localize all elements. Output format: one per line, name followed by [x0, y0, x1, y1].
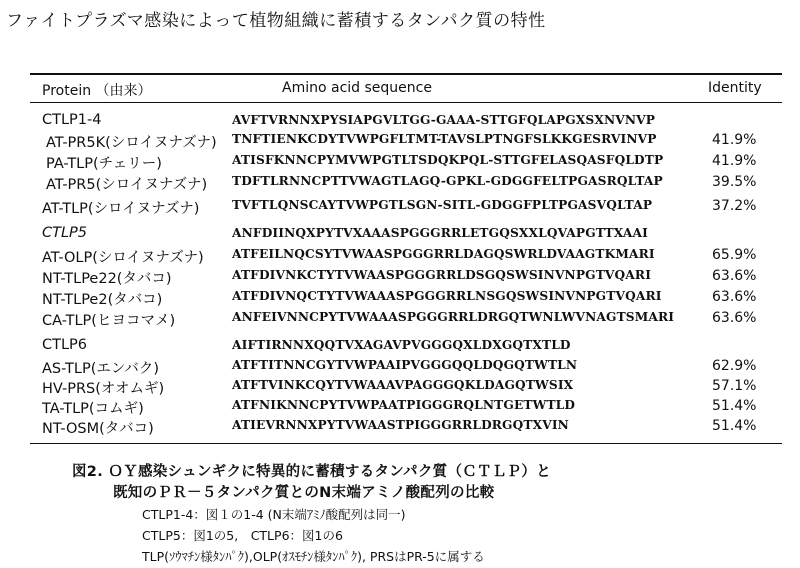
- identity-value: 63.6%: [712, 268, 757, 284]
- page-title: ファイトプラズマ感染によって植物組織に蓄積するタンパク質の特性: [6, 11, 546, 31]
- table-row: [0, 357, 800, 377]
- identity-value: 41.9%: [712, 132, 757, 148]
- column-header-identity: Identity: [708, 80, 762, 96]
- protein-name: TA-TLP(コムギ): [42, 401, 144, 417]
- amino-acid-sequence: ATFTITNNCGYTVWPAAIPVGGGQQLDQGQTWTLN: [232, 358, 578, 372]
- table-bottom-rule: [30, 443, 782, 444]
- protein-name: AT-PR5(シロイヌナズナ): [46, 177, 208, 193]
- amino-acid-sequence: ANFDIINQXPYTVXAAASPGGGRRLETGQSXXLQVAPGTTXAAI: [232, 226, 648, 240]
- amino-acid-sequence: TVFTLQNSCAYTVWPGTLSGN-SITL-GDGGFPLTPGASVQLTAP: [232, 198, 653, 212]
- amino-acid-sequence: TDFTLRNNCPTTVWAGTLAGQ-GPKL-GDGGFELTPGASRQLTAP: [232, 174, 663, 188]
- protein-name: PA-TLP(チェリー): [46, 156, 162, 172]
- table-row: [0, 337, 800, 357]
- table-top-rule: [30, 73, 782, 75]
- protein-name: HV-PRS(オオムギ): [42, 381, 165, 397]
- table-row: [0, 197, 800, 217]
- identity-value: 41.9%: [712, 153, 757, 169]
- table-row: [0, 152, 800, 172]
- footnote-abbreviations: TLP(ｿｳﾏﾁﾝ様ﾀﾝﾊﾟｸ),OLP(ｵｽﾓﾁﾝ様ﾀﾝﾊﾟｸ), PRSはPR-5に属する: [142, 549, 485, 564]
- figure-caption-line-2: 既知のＰＲ－５タンパク質とのN末端アミノ酸配列の比較: [113, 485, 495, 501]
- amino-acid-sequence: TNFTIENKCDYTVWPGFLTMT-TAVSLPTNGFSLKKGESRVINVP: [232, 132, 657, 146]
- table-header-rule: [30, 102, 782, 103]
- protein-name: AS-TLP(エンバク): [42, 361, 160, 377]
- amino-acid-sequence: ATIEVRNNXPYTVWAASTPIGGGRRLDRGQTXVIN: [232, 418, 569, 432]
- table-row: [0, 288, 800, 308]
- table-row: [0, 131, 800, 151]
- identity-value: 65.9%: [712, 247, 757, 263]
- protein-name: CA-TLP(ヒヨコマメ): [42, 313, 176, 329]
- identity-value: 51.4%: [712, 418, 757, 434]
- amino-acid-sequence: ATFDIVNQCTYTVWAAASPGGGRRLNSGQSWSINVNPGTVQARI: [232, 289, 662, 303]
- column-header-sequence: Amino acid sequence: [282, 80, 432, 96]
- table-row: [0, 225, 800, 245]
- protein-name: NT-TLPe2(タバコ): [42, 292, 163, 308]
- table-row: [0, 377, 800, 397]
- table-row: [0, 112, 800, 132]
- protein-name: NT-TLPe22(タバコ): [42, 271, 172, 287]
- amino-acid-sequence: ATFDIVNKCTYTVWAASPGGGRRLDSGQSWSINVNPGTVQARI: [232, 268, 652, 282]
- protein-name: AT-PR5K(シロイヌナズナ): [46, 135, 217, 151]
- protein-name: AT-TLP(シロイヌナズナ): [42, 201, 200, 217]
- protein-name: CTLP1-4: [42, 112, 102, 128]
- protein-name: CTLP5: [42, 225, 88, 241]
- amino-acid-sequence: ATFNIKNNCPYTVWPAATPIGGGRQLNTGETWTLD: [232, 398, 576, 412]
- identity-value: 62.9%: [712, 358, 757, 374]
- identity-value: 63.6%: [712, 310, 757, 326]
- table-row: [0, 246, 800, 266]
- amino-acid-sequence: AVFTVRNNXPYSIAPGVLTGG-GAAA-STTGFQLAPGXSXNVNVP: [232, 113, 656, 127]
- identity-value: 57.1%: [712, 378, 757, 394]
- table-row: [0, 267, 800, 287]
- identity-value: 63.6%: [712, 289, 757, 305]
- amino-acid-sequence: ATISFKNNCPYMVWPGTLTSDQKPQL-STTGFELASQASFQLDTP: [232, 153, 664, 167]
- identity-value: 51.4%: [712, 398, 757, 414]
- amino-acid-sequence: ATFEILNQCSYTVWAASPGGGRRLDAGQSWRLDVAAGTKMARI: [232, 247, 655, 261]
- table-row: [0, 309, 800, 329]
- figure-caption-line-1: 図2. ＯＹ感染シュンギクに特異的に蓄積するタンパク質（ＣＴＬＰ）と: [72, 464, 552, 480]
- protein-name: AT-OLP(シロイヌナズナ): [42, 250, 204, 266]
- amino-acid-sequence: AIFTIRNNXQQTVXAGAVPVGGGQXLDXGQTXTLD: [232, 338, 571, 352]
- column-header-protein: Protein （由来）: [42, 83, 152, 99]
- footnote-ctlp5-6: CTLP5：図1の5, CTLP6：図1の6: [142, 528, 343, 543]
- footnote-ctlp1-4: CTLP1-4：図１の1-4 (N末端ｱﾐﾉ酸配列は同一): [142, 507, 406, 522]
- identity-value: 39.5%: [712, 174, 757, 190]
- amino-acid-sequence: ANFEIVNNCPYTVWAAASPGGGRRLDRGQTWNLWVNAGTSMARI: [232, 310, 675, 324]
- identity-value: 37.2%: [712, 198, 757, 214]
- table-row: [0, 173, 800, 193]
- table-row: [0, 397, 800, 417]
- amino-acid-sequence: ATFTVINKCQYTVWAAAVPAGGGQKLDAGQTWSIX: [232, 378, 574, 392]
- table-row: [0, 417, 800, 437]
- protein-name: NT-OSM(タバコ): [42, 421, 154, 437]
- protein-name: CTLP6: [42, 337, 88, 353]
